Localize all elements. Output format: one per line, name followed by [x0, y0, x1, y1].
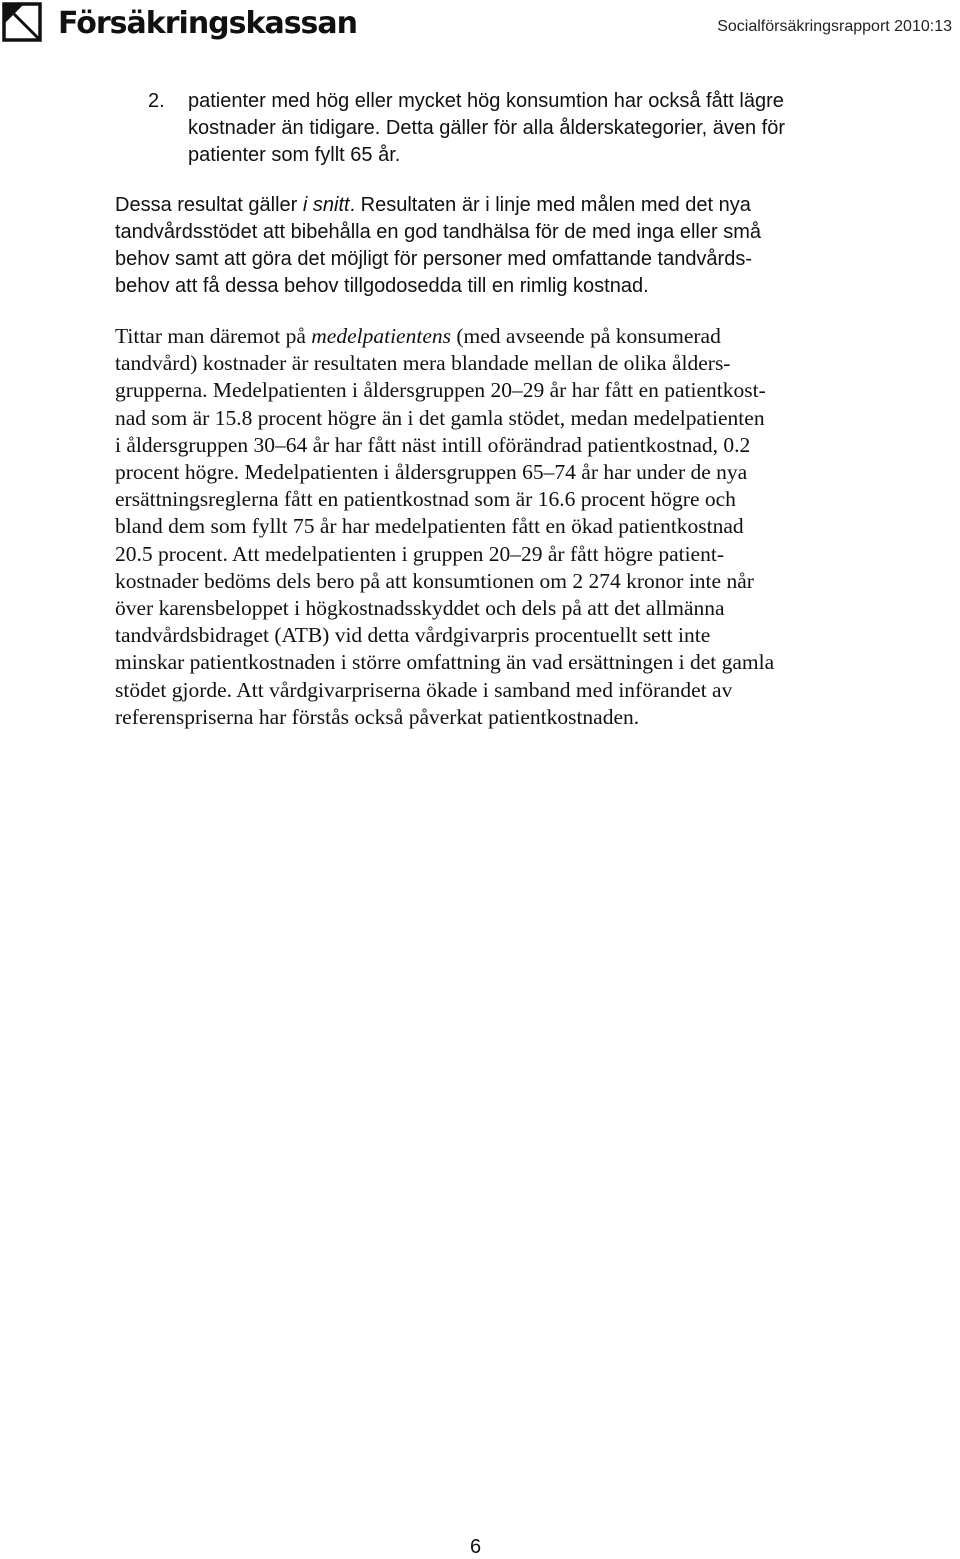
text-run: . Resultaten är i linje med målen med det nya [349, 194, 751, 216]
paragraph-line: nad som är 15.8 procent högre än i det gamla stödet, medan medelpatienten [115, 405, 765, 430]
list-item-line: patienter som fyllt 65 år. [188, 144, 401, 166]
list-item-line: kostnader än tidigare. Detta gäller för alla ålderskategorier, även för [188, 117, 786, 139]
text-run: Tittar man däremot på [115, 324, 312, 348]
paragraph-line: behov samt att göra det möjligt för personer med omfattande tandvårds- [115, 248, 753, 270]
page-number: 6 [470, 1536, 482, 1558]
text-run: (med avseende på konsumerad [450, 324, 721, 348]
italic-text: medelpatientens [311, 324, 451, 348]
text-run: Dessa resultat gäller [115, 194, 303, 216]
logo-text: Försäkringskassan [58, 6, 358, 41]
list-item-number: 2. [148, 90, 165, 112]
paragraph-line: grupperna. Medelpatienten i åldersgruppen 20–29 år har fått en patientkost- [115, 378, 766, 403]
list-item-line: patienter med hög eller mycket hög konsumtion har också fått lägre [188, 90, 784, 112]
paragraph-line: procent högre. Medelpatienten i åldersgruppen 65–74 år har under de nya [115, 460, 748, 485]
paragraph-line: 20.5 procent. Att medelpatienten i gruppen 20–29 år fått högre patient- [115, 541, 724, 566]
forsakringskassan-logo-icon [2, 2, 42, 42]
paragraph-line: kostnader bedöms dels bero på att konsumtionen om 2 274 kronor inte når [115, 568, 754, 593]
italic-text: i snitt [302, 194, 350, 216]
paragraph-line: ersättningsreglerna fått en patientkostnad som är 16.6 procent högre och [115, 487, 736, 512]
paragraph-median-patient [115, 323, 855, 731]
paragraph-line: behov att få dessa behov tillgodosedda till en rimlig kostnad. [115, 275, 649, 297]
paragraph-line [115, 192, 855, 219]
paragraph-line [115, 323, 855, 350]
paragraph-line: i åldersgruppen 30–64 år har fått näst intill oförändrad patientkostnad, 0.2 [115, 432, 751, 457]
paragraph-line: minskar patientkostnaden i större omfattning än vad ersättningen i det gamla [115, 650, 775, 675]
paragraph-line: tandvårdsbidraget (ATB) vid detta vårdgivarpris procentuellt sett inte [115, 623, 711, 648]
paragraph-line: referenspriserna har förstås också påverkat patientkostnaden. [115, 704, 640, 729]
paragraph-line: tandvård) kostnader är resultaten mera blandade mellan de olika ålders- [115, 351, 731, 376]
paragraph-line: bland dem som fyllt 75 år har medelpatienten fått en ökad patientkostnad [115, 514, 744, 539]
paragraph-summary [115, 192, 855, 300]
paragraph-line: tandvårdsstödet att bibehålla en god tandhälsa för de med inga eller små [115, 221, 761, 243]
paragraph-line: stödet gjorde. Att vårdgivarpriserna ökade i samband med införandet av [115, 677, 733, 702]
paragraph-line: över karensbeloppet i högkostnadsskyddet och dels på att det allmänna [115, 596, 725, 621]
list-item-text [188, 88, 868, 169]
report-name: Socialförsäkringsrapport 2010:13 [717, 18, 952, 35]
page-header [0, 0, 960, 56]
